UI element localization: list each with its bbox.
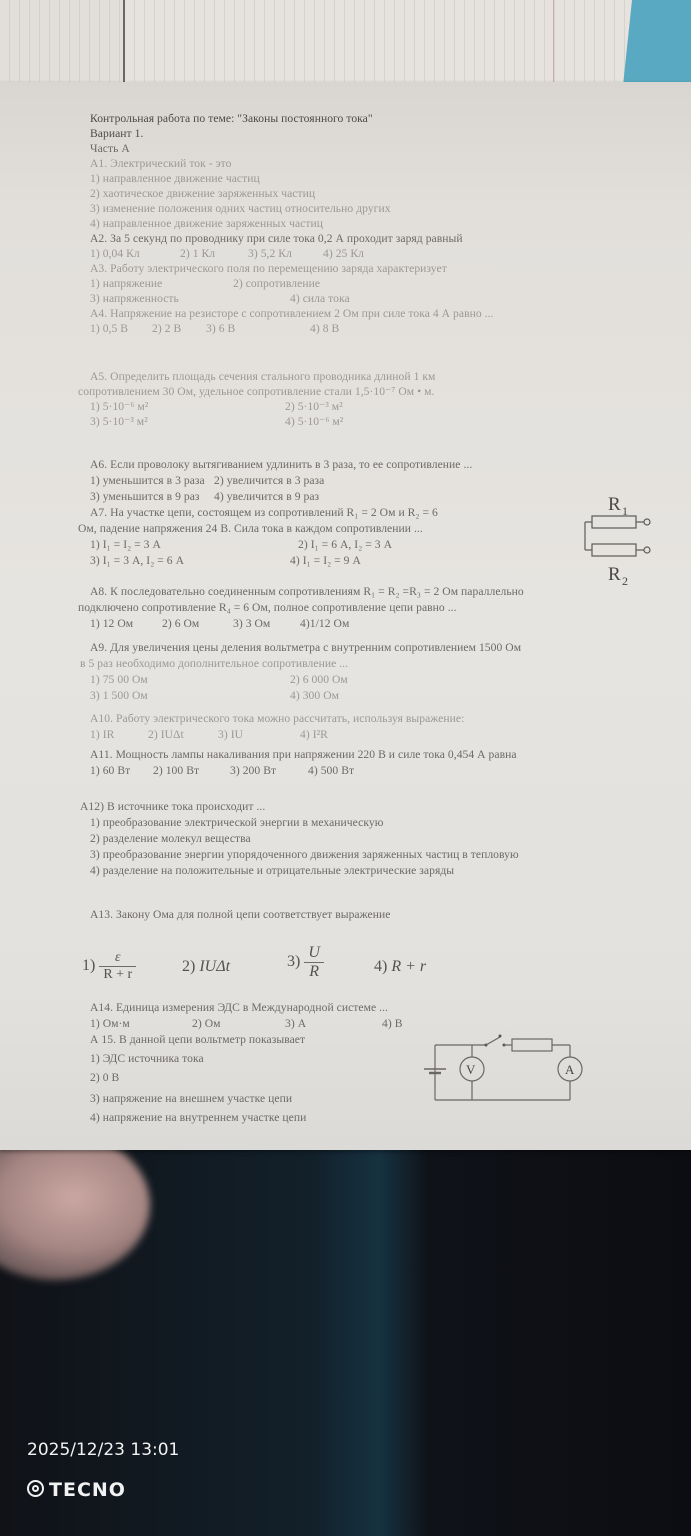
- a13-option-4: 4) R + r: [374, 958, 427, 975]
- a14-option-2: 2) Ом: [192, 1017, 221, 1030]
- a10-option-4: 4) I²R: [300, 728, 328, 741]
- question-a8-line2: подключено сопротивление R₄ = 6 Ом, полное сопротивление цепи равно ...: [78, 601, 457, 614]
- question-a10: А10. Работу электрического тока можно рассчитать, используя выражение:: [90, 712, 465, 725]
- question-a8-line1: А8. К последовательно соединенным сопротивлениям R₁ = R₂ =R₃ = 2 Ом параллельно: [90, 585, 524, 598]
- notebook-margin-line: [553, 0, 554, 90]
- a15-option-3: 3) напряжение на внешнем участке цепи: [90, 1092, 293, 1105]
- a9-option-4: 4) 300 Ом: [290, 689, 340, 702]
- a1-option-1: 1) направленное движение частиц: [90, 172, 260, 185]
- photo-timestamp: 2025/12/23 13:01: [27, 1440, 180, 1460]
- a11-option-4: 4) 500 Вт: [308, 764, 355, 777]
- a3-option-2: 2) сопротивление: [233, 277, 321, 290]
- notebook-cover: [623, 0, 691, 90]
- notebook-left-page: [0, 0, 125, 90]
- a7-option-1: 1) I₁ = I₂ = 3 А: [90, 538, 161, 551]
- question-a2: А2. За 5 секунд по проводнику при силе тока 0,2 А проходит заряд равный: [90, 232, 463, 245]
- a4-option-3: 3) 6 В: [206, 322, 236, 335]
- svg-text:A: A: [565, 1062, 575, 1077]
- a14-option-1: 1) Ом·м: [90, 1017, 130, 1030]
- a7-option-3: 3) I₁ = 3 А, I₂ = 6 А: [90, 554, 185, 567]
- a6-option-4: 4) увеличится в 9 раз: [214, 490, 320, 503]
- svg-text:1: 1: [622, 504, 628, 518]
- a12-option-2: 2) разделение молекул вещества: [90, 832, 251, 845]
- question-a6: А6. Если проволоку вытягиванием удлинить в 3 раза, то ее сопротивление ...: [90, 458, 473, 471]
- a13-option-3: 3) $\frac{U}{R}$: [287, 944, 324, 981]
- question-a12: А12) В источнике тока происходит ...: [80, 800, 266, 813]
- a3-option-1: 1) напряжение: [90, 277, 163, 290]
- a12-option-1: 1) преобразование электрической энергии в механическую: [90, 816, 384, 829]
- a7-option-2: 2) I₁ = 6 А, I₂ = 3 А: [298, 538, 393, 551]
- a2-option-3: 3) 5,2 Кл: [248, 247, 292, 260]
- a1-option-3: 3) изменение положения одних частиц относительно других: [90, 202, 391, 215]
- a15-circuit-figure: [420, 1030, 610, 1115]
- a4-option-4: 4) 8 В: [310, 322, 340, 335]
- a8-option-2: 2) 6 Ом: [162, 617, 200, 630]
- resistor-icon: [512, 1039, 552, 1051]
- a1-option-4: 4) направленное движение заряженных частиц: [90, 217, 324, 230]
- a6-option-2: 2) увеличится в 3 раза: [214, 474, 325, 487]
- question-a3: А3. Работу электрического поля по перемещению заряда характеризует: [90, 262, 447, 275]
- a8-option-3: 3) 3 Ом: [233, 617, 271, 630]
- a8-option-4: 4)1/12 Ом: [300, 617, 350, 630]
- a1-option-2: 2) хаотическое движение заряженных частиц: [90, 187, 316, 200]
- a14-option-3: 3) А: [285, 1017, 307, 1030]
- question-a14: А14. Единица измерения ЭДС в Международной системе ...: [90, 1001, 388, 1014]
- a5-option-2: 2) 5·10⁻³ м²: [285, 400, 343, 413]
- a10-option-2: 2) IUΔt: [148, 728, 184, 741]
- resistor-r2-icon: [592, 544, 636, 556]
- question-a9-line2: в 5 раз необходимо дополнительное сопротивление ...: [80, 657, 349, 670]
- a2-option-4: 4) 25 Кл: [323, 247, 364, 260]
- a6-option-3: 3) уменьшится в 9 раз: [90, 490, 200, 503]
- notebook-right-page: [125, 0, 635, 90]
- a13-option-2: 2) IUΔt: [182, 958, 231, 975]
- tecno-logo-icon: [27, 1480, 44, 1497]
- question-a15: А 15. В данной цепи вольтметр показывает: [90, 1033, 306, 1046]
- a5-option-3: 3) 5·10⁻³ м²: [90, 415, 148, 428]
- question-a13: А13. Закону Ома для полной цепи соответствует выражение: [90, 908, 391, 921]
- switch-icon: [486, 1037, 500, 1045]
- a3-option-3: 3) напряженность: [90, 292, 179, 305]
- a11-option-2: 2) 100 Вт: [153, 764, 200, 777]
- document-title: Контрольная работа по теме: "Законы постоянного тока": [90, 112, 373, 125]
- question-a7-line1: А7. На участке цепи, состоящем из сопротивлений R₁ = 2 Ом и R₂ = 6: [90, 506, 438, 519]
- a5-option-4: 4) 5·10⁻⁶ м²: [285, 415, 344, 428]
- a11-option-1: 1) 60 Вт: [90, 764, 131, 777]
- a12-option-4: 4) разделение на положительные и отрицательные электрические заряды: [90, 864, 455, 877]
- a9-option-1: 1) 75 00 Ом: [90, 673, 148, 686]
- svg-text:2: 2: [622, 574, 628, 588]
- a2-option-1: 1) 0,04 Кл: [90, 247, 140, 260]
- part-label: Часть А: [90, 142, 130, 155]
- a8-option-1: 1) 12 Ом: [90, 617, 134, 630]
- a3-option-4: 4) сила тока: [290, 292, 350, 305]
- a12-option-3: 3) преобразование энергии упорядоченного движения заряженных частиц в тепловую: [90, 848, 519, 861]
- svg-text:V: V: [466, 1062, 476, 1077]
- a5-option-1: 1) 5·10⁻⁶ м²: [90, 400, 149, 413]
- a10-option-1: 1) IR: [90, 728, 115, 741]
- background-notebook: [0, 0, 691, 90]
- resistor-r1-icon: [592, 516, 636, 528]
- a9-option-2: 2) 6 000 Ом: [290, 673, 348, 686]
- question-a11: А11. Мощность лампы накаливания при напряжении 220 В и силе тока 0,454 А равна: [90, 748, 517, 761]
- a6-option-1: 1) уменьшится в 3 раза: [90, 474, 205, 487]
- question-a7-line2: Ом, падение напряжения 24 В. Сила тока в каждом сопротивлении ...: [78, 522, 423, 535]
- r2-label: R: [608, 564, 621, 585]
- a10-option-3: 3) IU: [218, 728, 244, 741]
- a7-circuit-figure: [580, 488, 690, 593]
- a14-option-4: 4) В: [382, 1017, 403, 1030]
- camera-watermark: TECNO: [27, 1479, 126, 1501]
- question-a4: А4. Напряжение на резисторе с сопротивлением 2 Ом при силе тока 4 А равно ...: [90, 307, 494, 320]
- question-a9-line1: А9. Для увеличения цены деления вольтметра с внутренним сопротивлением 1500 Ом: [90, 641, 522, 654]
- a9-option-3: 3) 1 500 Ом: [90, 689, 148, 702]
- a15-option-4: 4) напряжение на внутреннем участке цепи: [90, 1111, 307, 1124]
- a2-option-2: 2) 1 Кл: [180, 247, 216, 260]
- question-a5-line1: А5. Определить площадь сечения стального проводника длиной 1 км: [90, 370, 436, 383]
- a7-option-4: 4) I₁ = I₂ = 9 А: [290, 554, 361, 567]
- a15-option-1: 1) ЭДС источника тока: [90, 1052, 204, 1065]
- a4-option-1: 1) 0,5 В: [90, 322, 129, 335]
- a13-option-1: 1) $\frac{\varepsilon}{R + r}$: [82, 950, 136, 983]
- a11-option-3: 3) 200 Вт: [230, 764, 277, 777]
- question-a5-line2: сопротивлением 30 Ом, удельное сопротивление стали 1,5·10⁻⁷ Ом • м.: [78, 385, 435, 398]
- a15-option-2: 2) 0 В: [90, 1071, 120, 1084]
- r1-label: R: [608, 494, 621, 515]
- a4-option-2: 2) 2 В: [152, 322, 182, 335]
- variant-label: Вариант 1.: [90, 127, 144, 140]
- question-a1: А1. Электрический ток - это: [90, 157, 232, 170]
